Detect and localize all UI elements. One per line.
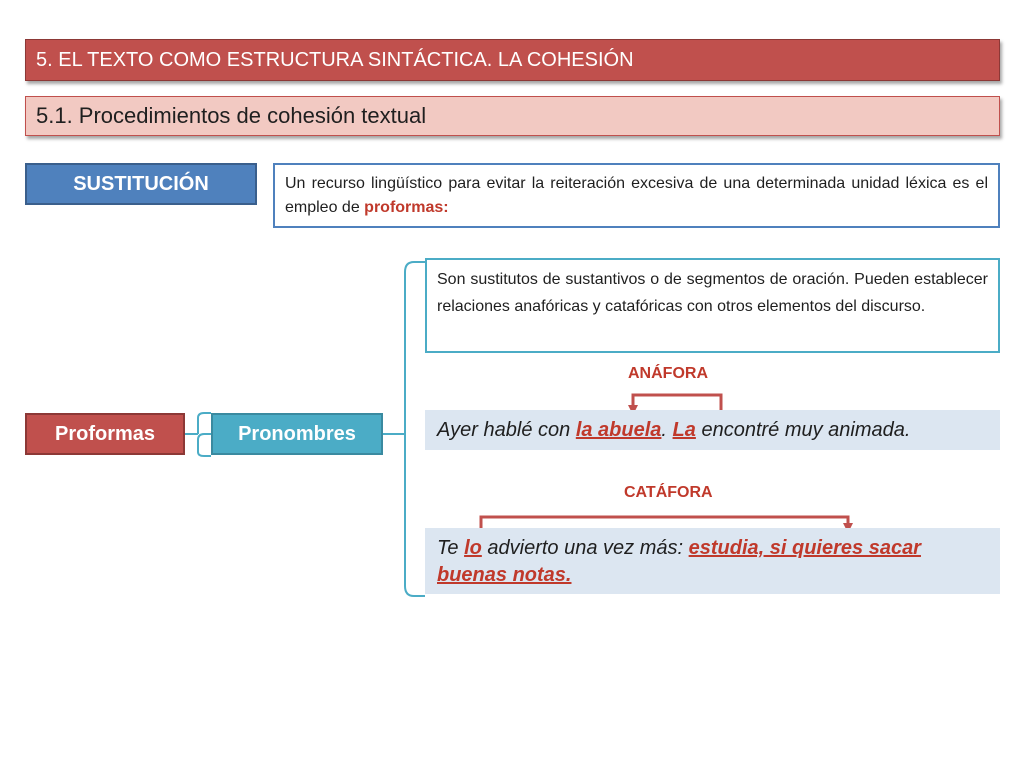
anafora-example bbox=[425, 410, 1000, 450]
pronoun-info-text: Son sustitutos de sustantivos o de segmentos de oración. Pueden establecer relaciones anafóricas y catafóricas con otros elementos del discurso. bbox=[437, 271, 988, 315]
proformas-label: Proformas bbox=[54, 423, 156, 445]
tree-connector bbox=[185, 413, 211, 456]
catafora-example bbox=[425, 528, 1000, 594]
pronombres-box bbox=[211, 413, 383, 455]
anafora-text-1: Ayer hablé con bbox=[437, 419, 576, 441]
catafora-pronoun: lo bbox=[464, 537, 482, 559]
catafora-referent: estudia, si quieres sacar buenas notas. bbox=[437, 537, 921, 586]
anafora-label: ANÁFORA bbox=[628, 365, 708, 382]
anafora-text-2: . bbox=[661, 419, 673, 441]
catafora-label: CATÁFORA bbox=[624, 484, 713, 501]
anafora-pronoun: La bbox=[672, 419, 696, 441]
section-title: 5. EL TEXTO COMO ESTRUCTURA SINTÁCTICA. LA COHESIÓN bbox=[36, 49, 634, 71]
sustitucion-label: SUSTITUCIÓN bbox=[73, 173, 209, 195]
definition-highlight: proformas: bbox=[364, 199, 449, 216]
pronombres-label: Pronombres bbox=[238, 423, 356, 445]
subsection-title: 5.1. Procedimientos de cohesión textual bbox=[36, 103, 427, 128]
definition-text: Un recurso lingüístico para evitar la reiteración excesiva de una determinada unidad léxica es el empleo de bbox=[285, 175, 988, 216]
catafora-text-1: Te bbox=[437, 537, 465, 559]
proformas-box bbox=[25, 413, 185, 455]
anafora-antecedent: la abuela bbox=[575, 419, 662, 441]
pronoun-bracket bbox=[383, 262, 425, 596]
catafora-text-2: advierto una vez más: bbox=[481, 537, 689, 559]
anafora-text-3: encontré muy animada. bbox=[695, 419, 911, 441]
